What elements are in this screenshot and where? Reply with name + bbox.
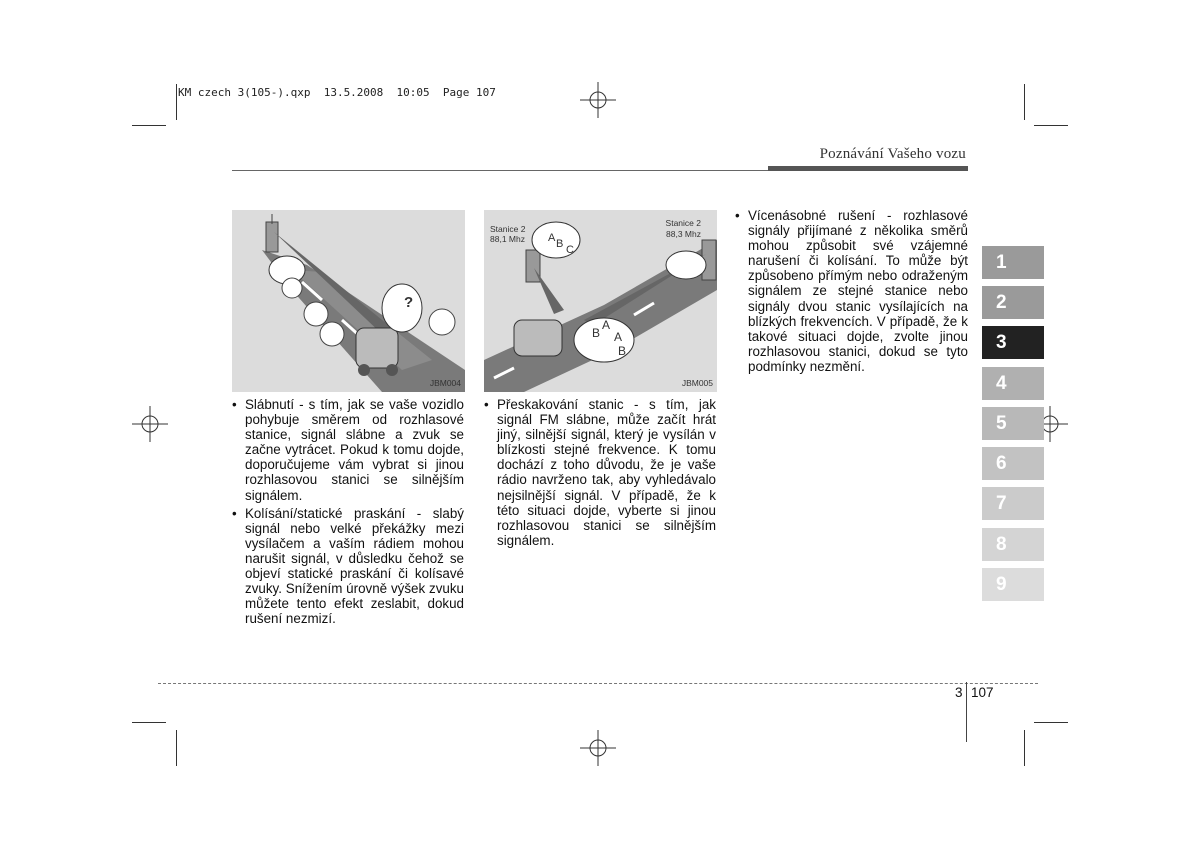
car-letter-a: A bbox=[602, 318, 611, 332]
page-number-separator bbox=[966, 682, 967, 742]
letter-b: B bbox=[556, 238, 564, 250]
chapter-tab-label: 3 bbox=[996, 331, 1007, 353]
car-letter-b2: B bbox=[618, 344, 627, 358]
station-left-freq: 88,1 Mhz bbox=[490, 234, 525, 244]
chapter-tab-4[interactable] bbox=[982, 367, 1044, 400]
station-left-label: Stanice 2 bbox=[490, 224, 526, 234]
print-slug: KM czech 3(105-).qxp 13.5.2008 10:05 Page 107 bbox=[178, 86, 496, 99]
letter-a: A bbox=[548, 232, 556, 244]
chapter-tab-label: 2 bbox=[996, 291, 1007, 313]
bullet-station-switching: • Přeskakování stanic - s tím, jak signál FM slábne, může začít hrát jiný, silnější signál, který je vysílán v blízkosti stejné frekvence. K tomu dochází z toho důvodu, že je vaše rádio navrženo tak, aby vyhledávalo nejsilnější signál. V případě, že k této situaci dojde, vyberte si jinou rozhlasovou stanici se silnějším signálem. bbox=[484, 397, 716, 548]
chapter-tab-6[interactable] bbox=[982, 447, 1044, 480]
registration-mark-left bbox=[132, 406, 168, 442]
question-mark: ? bbox=[404, 294, 414, 311]
figure-code: JBM005 bbox=[681, 378, 713, 388]
chapter-tab-2[interactable] bbox=[982, 286, 1044, 319]
station-right-label: Stanice 2 bbox=[665, 218, 701, 228]
car-letter-a2: A bbox=[614, 330, 623, 344]
chapter-tab-5[interactable] bbox=[982, 407, 1044, 440]
chapter-tab-3[interactable] bbox=[982, 326, 1044, 359]
station-right-freq: 88,3 Mhz bbox=[666, 229, 701, 239]
registration-mark-top bbox=[580, 82, 616, 118]
header-bar bbox=[768, 166, 968, 171]
right-column-bullets bbox=[735, 208, 968, 377]
chapter-tab-7[interactable] bbox=[982, 487, 1044, 520]
bullet-multipath: • Vícenásobné rušení - rozhlasové signály přijímané z několika směrů mohou způsobit své vzájemné narušení či kolísání. To může být způsobeno přímým nebo odraženým signálem ze stejné stanice nebo signály dvou stanic vysílajících na blízkých frekvencích. V případě, že k takové situaci dojde, zvolte jinou rozhlasovou stanici, dokud se tyto podmínky nezmění. bbox=[735, 208, 968, 374]
chapter-tab-8[interactable] bbox=[982, 528, 1044, 561]
chapter-tab-label: 9 bbox=[996, 573, 1007, 595]
left-column-bullets bbox=[232, 397, 464, 629]
middle-column-bullets bbox=[484, 397, 716, 551]
chapter-tab-label: 4 bbox=[996, 372, 1007, 394]
registration-mark-bottom bbox=[580, 730, 616, 766]
chapter-tab-label: 1 bbox=[996, 251, 1007, 273]
footer-chapter-number: 3 bbox=[955, 685, 963, 700]
chapter-tab-1[interactable] bbox=[982, 246, 1044, 279]
bullet-fading: • Slábnutí - s tím, jak se vaše vozidlo pohybuje směrem od rozhlasové stanice, signál slábne a zvuk se začne vytrácet. Pokud k tomu dojde, doporučujeme vám vybrat si jinou rozhlasovou stanici se silnějším signálem. bbox=[232, 397, 464, 503]
chapter-tab-label: 8 bbox=[996, 533, 1007, 555]
figure-station-switching bbox=[484, 210, 717, 392]
signal-fading-illustration bbox=[232, 210, 465, 392]
section-title: Poznávání Vašeho vozu bbox=[819, 146, 966, 162]
letter-c: C bbox=[566, 244, 574, 256]
chapter-tab-label: 7 bbox=[996, 492, 1007, 514]
figure-signal-fading bbox=[232, 210, 465, 392]
figure-code: JBM004 bbox=[429, 378, 461, 388]
bullet-static: • Kolísání/statické praskání - slabý signál nebo velké překážky mezi vysílačem a vaším rádiem mohou narušit signál, v důsledku čehož se objeví statické praskání či kolísavé zvuky. Snížením úrovně výšek zvuku můžete tento efekt zeslabit, dokud rušení nezmizí. bbox=[232, 506, 464, 627]
car-letter-b: B bbox=[592, 326, 601, 340]
chapter-tab-label: 5 bbox=[996, 412, 1007, 434]
chapter-tab-9[interactable] bbox=[982, 568, 1044, 601]
chapter-tab-label: 6 bbox=[996, 452, 1007, 474]
footer-rule bbox=[158, 683, 1038, 684]
footer-page-number: 107 bbox=[971, 685, 994, 700]
